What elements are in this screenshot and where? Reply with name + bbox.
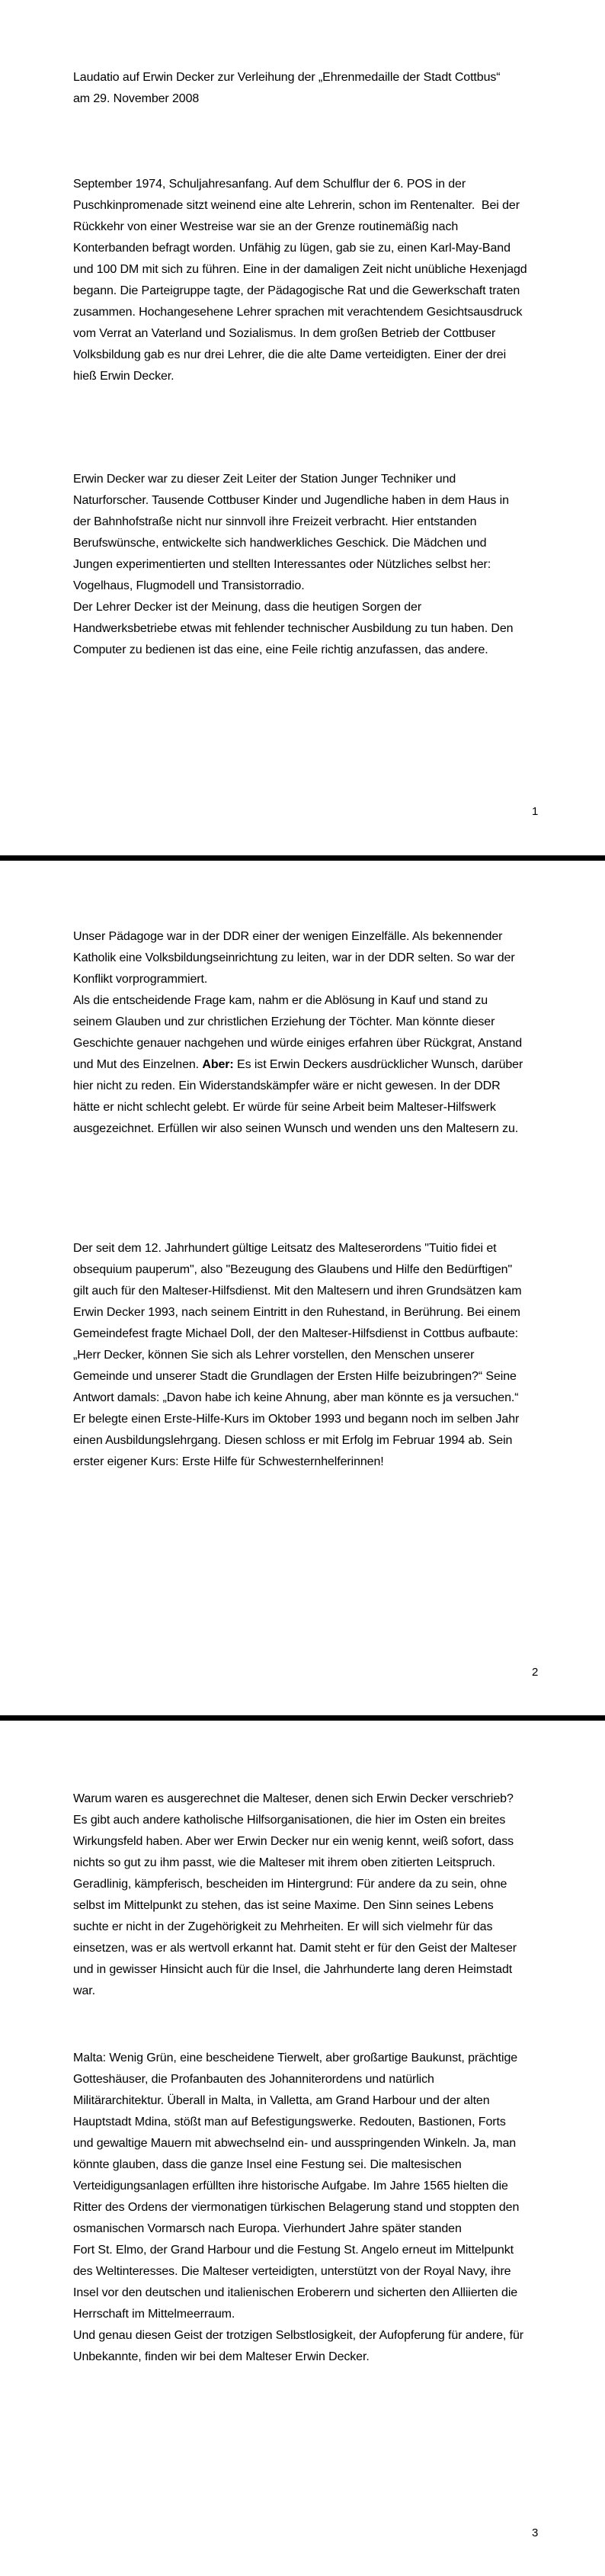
text-line: Ritter des Ordens der viermonatigen türkischen Belagerung stand und stoppten den — [73, 2201, 520, 2214]
bold-text-segment: Aber: — [202, 1058, 234, 1071]
paragraph — [73, 2048, 561, 2368]
page-separator — [0, 1715, 605, 1721]
text-line: Gotteshäuser, die Profanbauten des Johanniterordens und natürlich — [73, 2073, 434, 2086]
page-number: 3 — [532, 2526, 539, 2539]
text-line: Und genau diesen Geist der trotzigen Selbstlosigkeit, der Aufopferung für andere, für — [73, 2329, 523, 2342]
text-line: vom Verrat an Vaterland und Sozialismus. In dem großen Betrieb der Cottbuser — [73, 327, 496, 340]
text-line: Unbekannte, finden wir bei dem Malteser Erwin Decker. — [73, 2350, 370, 2363]
text-line: Katholik eine Volksbildungseinrichtung zu leiten, war in der DDR selten. So war der — [73, 951, 515, 964]
text-line: Volksbildung gab es nur drei Lehrer, die die alte Dame verteidigten. Einer der drei — [73, 348, 507, 361]
text-line: Der seit dem 12. Jahrhundert gültige Leitsatz des Malteserordens "Tuitio fidei et — [73, 1242, 497, 1255]
text-line: und in gewisser Hinsicht auch für die Insel, die Jahrhunderte lang deren Heimstadt — [73, 1963, 513, 1976]
text-line: hätte er nicht schlecht gelebt. Er würde für seine Arbeit beim Malteser-Hilfswerk — [73, 1101, 496, 1114]
text-line: Es gibt auch andere katholische Hilfsorganisationen, die hier im Osten ein breites — [73, 1814, 506, 1827]
text-line: osmanischen Vormarsch nach Europa. Vierhundert Jahre später standen — [73, 2222, 462, 2235]
text-line: Naturforscher. Tausende Cottbuser Kinder und Jugendliche haben in dem Haus in — [73, 494, 509, 507]
text-line: Erwin Decker 1993, nach seinem Eintritt in den Ruhestand, in Berührung. Bei einem — [73, 1306, 520, 1319]
paragraph — [73, 1788, 561, 2002]
text-line: Gemeindefest fragte Michael Doll, der den Malteser-Hilfsdienst in Cottbus aufbaute: — [73, 1327, 518, 1340]
text-line: erster eigener Kurs: Erste Hilfe für Schwesternhelferinnen! — [73, 1455, 384, 1468]
text-line: begann. Die Parteigruppe tagte, der Pädagogische Rat und die Gewerkschaft traten — [73, 284, 520, 297]
text-line: Konterbanden befragt worden. Unfähig zu lügen, gab sie zu, einen Karl-May-Band — [73, 242, 511, 255]
text-line: suchte er nicht in der Zugehörigkeit zu Mehrheiten. Er will sich vielmehr für das — [73, 1920, 493, 1933]
text-line: Militärarchitektur. Überall in Malta, in Valletta, am Grand Harbour und der alten — [73, 2094, 490, 2107]
paragraph — [73, 174, 561, 387]
text-line: Laudatio auf Erwin Decker zur Verleihung der „Ehrenmedaille der Stadt Cottbus“ — [73, 71, 501, 84]
text-line: Jungen experimentierten und stellten Interessantes oder Nützliches selbst her: — [73, 558, 491, 571]
text-line: der Bahnhofstraße nicht nur sinnvoll ihre Freizeit verbracht. Hier entstanden — [73, 515, 477, 528]
page-2 — [0, 861, 605, 1715]
text-line: Antwort damals: „Davon habe ich keine Ahnung, aber man könnte es ja versuchen.“ — [73, 1391, 519, 1404]
text-line — [73, 1054, 561, 1076]
page-number: 2 — [532, 1666, 539, 1679]
text-line: und gewaltige Mauern mit abwechselnd ein- und ausspringenden Winkeln. Ja, man — [73, 2137, 517, 2150]
text-line: Unser Pädagoge war in der DDR einer der wenigen Einzelfälle. Als bekennender — [73, 930, 503, 943]
text-line: ausgezeichnet. Erfüllen wir also seinen Wunsch und wenden uns den Maltesern zu. — [73, 1122, 519, 1135]
text-line: Vogelhaus, Flugmodell und Transistorradio. — [73, 579, 305, 592]
text-line: hieß Erwin Decker. — [73, 370, 174, 383]
text-line: Wirkungsfeld haben. Aber wer Erwin Decker nur ein wenig kennt, weiß sofort, dass — [73, 1835, 514, 1848]
text-line: Konflikt vorprogrammiert. — [73, 973, 208, 986]
text-line: Geradlinig, kämpferisch, bescheiden im Hintergrund: Für andere da zu sein, ohne — [73, 1878, 507, 1891]
text-line: hier nicht zu reden. Ein Widerstandskämpfer wäre er nicht gewesen. In der DDR — [73, 1079, 501, 1092]
text-line: Warum waren es ausgerechnet die Malteser, denen sich Erwin Decker verschrieb? — [73, 1792, 514, 1805]
text-line: Rückkehr von einer Westreise war sie an der Grenze routinemäßig nach — [73, 220, 459, 233]
text-segment: und Mut des Einzelnen. — [73, 1058, 203, 1071]
text-line: Verteidigungsanlagen erfüllten ihre historische Aufgabe. Im Jahre 1565 hielten die — [73, 2180, 508, 2193]
text-line: Geschichte genauer nachgehen und würde einiges erfahren über Rückgrat, Anstand — [73, 1037, 523, 1050]
text-line: Als die entscheidende Frage kam, nahm er die Ablösung in Kauf und stand zu — [73, 994, 488, 1007]
text-line: einen Ausbildungslehrgang. Diesen schloss er mit Erfolg im Februar 1994 ab. Sein — [73, 1434, 513, 1447]
page-separator — [0, 855, 605, 861]
text-line: war. — [73, 1984, 95, 1997]
text-line: obsequium pauperum", also "Bezeugung des Glaubens und Hilfe den Bedürftigen" — [73, 1263, 513, 1276]
paragraph — [73, 469, 561, 661]
text-line: Herrschaft im Mittelmeerraum. — [73, 2308, 235, 2321]
text-line: Berufswünsche, entwickelte sich handwerkliches Geschick. Die Mädchen und — [73, 537, 487, 550]
paragraph — [73, 1238, 561, 1473]
text-line: könnte glauben, dass die ganze Insel eine Festung sei. Die maltesischen — [73, 2158, 462, 2171]
text-line: nichts so gut zu ihm passt, wie die Malteser mit ihrem oben zitierten Leitspruch. — [73, 1856, 495, 1869]
text-line: Der Lehrer Decker ist der Meinung, dass die heutigen Sorgen der — [73, 601, 422, 614]
text-line: Erwin Decker war zu dieser Zeit Leiter der Station Junger Techniker und — [73, 473, 456, 486]
text-line: Handwerksbetriebe etwas mit fehlender technischer Ausbildung zu tun haben. Den — [73, 622, 514, 635]
paragraph — [73, 67, 561, 110]
text-line: gilt auch für den Malteser-Hilfsdienst. Mit den Maltesern und ihren Grundsätzen kam — [73, 1285, 522, 1298]
paragraph — [73, 926, 561, 1140]
text-line: und 100 DM mit sich zu führen. Eine in der damaligen Zeit nicht unübliche Hexenjagd — [73, 263, 527, 276]
text-line: Insel vor den deutschen und italienischen Eroberern und sicherten den Alliierten die — [73, 2286, 518, 2299]
text-line: zusammen. Hochangesehene Lehrer sprachen mit verachtendem Gesichtsausdruck — [73, 306, 523, 319]
page-number: 1 — [532, 805, 539, 818]
text-line: September 1974, Schuljahresanfang. Auf dem Schulflur der 6. POS in der — [73, 178, 466, 191]
text-line: einsetzen, was er als wertvoll erkannt hat. Damit steht er für den Geist der Malteser — [73, 1942, 517, 1955]
text-line: Computer zu bedienen ist das eine, eine Feile richtig anzufassen, das andere. — [73, 643, 488, 656]
page-3 — [0, 1721, 605, 2576]
text-line: Puschkinpromenade sitzt weinend eine alte Lehrerin, schon im Rentenalter. Bei der — [73, 199, 520, 212]
text-line: selbst im Mittelpunkt zu stehen, das ist seine Maxime. Den Sinn seines Lebens — [73, 1899, 494, 1912]
text-line: des Weltinteresses. Die Malteser verteidigten, unterstützt von der Royal Navy, ihre — [73, 2265, 511, 2278]
text-line: Malta: Wenig Grün, eine bescheidene Tierwelt, aber großartige Baukunst, prächtige — [73, 2051, 518, 2064]
text-line: Gemeinde und unserer Stadt die Grundlagen der Ersten Hilfe beizubringen?“ Seine — [73, 1370, 517, 1383]
text-line: „Herr Decker, können Sie sich als Lehrer vorstellen, den Menschen unserer — [73, 1349, 475, 1362]
text-line: Fort St. Elmo, der Grand Harbour und die Festung St. Angelo erneut im Mittelpunkt — [73, 2244, 514, 2257]
text-line: Er belegte einen Erste-Hilfe-Kurs im Oktober 1993 und begann noch im selben Jahr — [73, 1413, 520, 1426]
text-line: seinem Glauben und zur christlichen Erziehung der Töchter. Man könnte dieser — [73, 1015, 495, 1028]
page-1 — [0, 0, 605, 855]
text-segment: Es ist Erwin Deckers ausdrücklicher Wunsch, darüber — [233, 1058, 523, 1071]
text-line: am 29. November 2008 — [73, 92, 200, 105]
text-line: Hauptstadt Mdina, stößt man auf Befestigungswerke. Redouten, Bastionen, Forts — [73, 2116, 506, 2128]
